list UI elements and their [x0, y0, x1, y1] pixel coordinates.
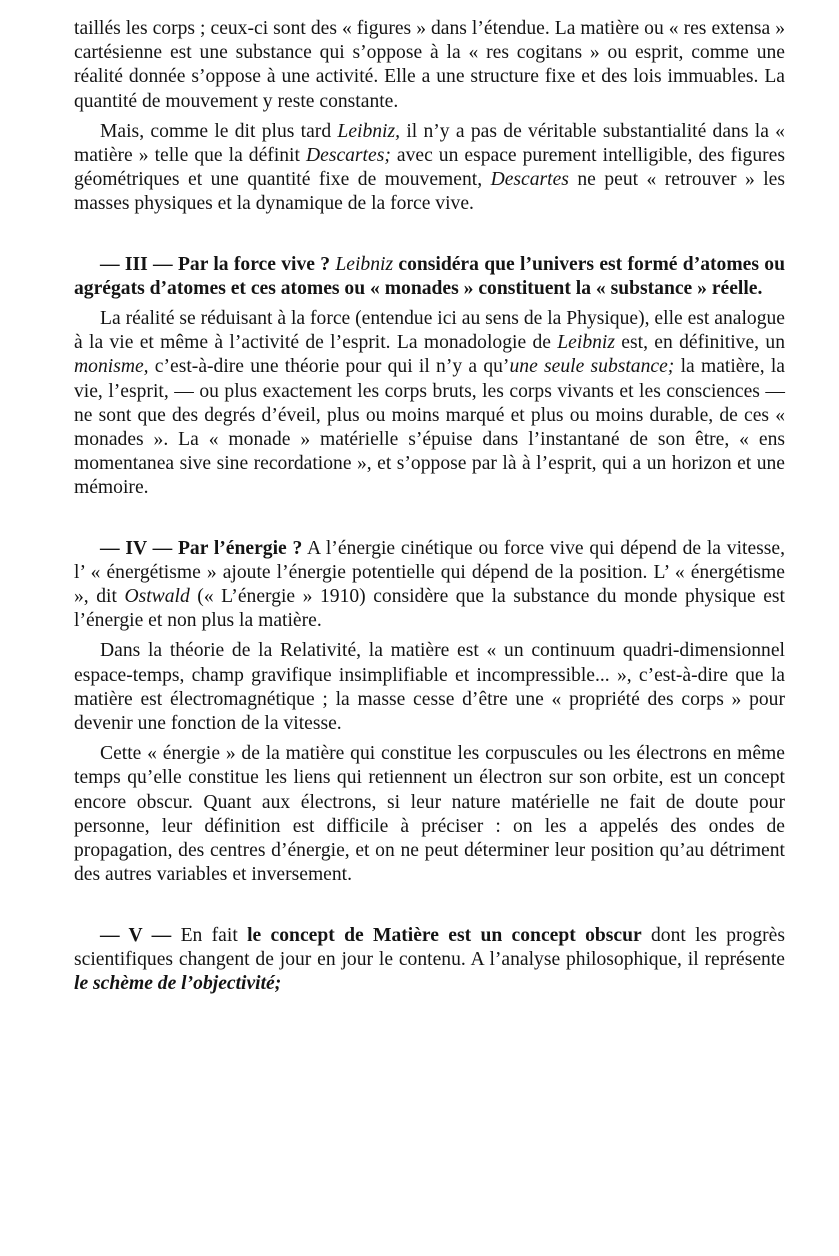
emphasis-descartes: Descartes; [305, 145, 391, 167]
section-iii-force-vive: — III — Par la force vive ? Leibniz considéra que l’univers est formé d’atomes ou agrégats d’atomes et ces atomes ou « monades » constituent la « substance » réelle. [74, 253, 785, 299]
paragraph-leibniz-critique: Mais, comme le dit plus tard Leibniz, il n’y a pas de véritable substantialité dans la « matière » telle que la définit Descartes; avec un espace purement intelligible, des figures géométriques et une quantité fixe de mouvement, Descartes ne peut « retrouver » les masses physiques et la dynamique de la force vive. [74, 120, 785, 215]
emphasis-leibniz-4: Leibniz [557, 332, 615, 354]
emphasis-leibniz: Leibniz, [337, 120, 401, 142]
section-iv-energie: — IV — Par l’énergie ? A l’énergie cinétique ou force vive qui dépend de la vitesse, l’ « énergétisme » ajoute l’énergie potentielle qui dépend de la position. L’ « énergétisme », dit Ostwald (« L’énergie » 1910) considère que la substance du monde physique est l’énergie et non plus la matière. [74, 537, 785, 632]
section-heading-v: — V — [100, 924, 172, 946]
emphasis-ostwald: Ostwald [124, 586, 190, 608]
emphasis-scheme-objectivite: le schème de l’objectivité; [74, 972, 282, 994]
emphasis-seule-substance: une seule substance; [509, 356, 675, 378]
section-heading-iv: — IV — Par l’énergie ? [100, 537, 303, 559]
section-heading-iii: — III — Par la force vive ? [100, 253, 331, 275]
paragraph-electrons: Cette « énergie » de la matière qui constitue les corpuscules ou les électrons en même temps qu’elle constitue les liens qui retiennent un électron sur son orbite, est un concept encore obscur. Quant aux électrons, si leur nature matérielle ne fait de doute pour personne, leur définition est difficile à préciser : on les a appelés des ondes de propagation, des centres d’énergie, et on ne peut déterminer leur position qu’au détriment des autres variables et inversement. [74, 743, 785, 886]
emphasis-concept-obscur: le concept de Matière est un concept obscur [247, 924, 642, 946]
paragraph-relativite: Dans la théorie de la Relativité, la matière est « un continuum quadri-dimensionnel espace-temps, champ gravifique insimplifiable et incompressible... », c’est-à-dire que la matière est électromagnétique ; la masse cesse d’être une « propriété des corps » pour devenir une fonction de la vitesse. [74, 640, 785, 735]
paragraph-descartes-extensa: taillés les corps ; ceux-ci sont des « figures » dans l’étendue. La matière ou « res extensa » cartésienne est une substance qui s’oppose à la « res cogitans » ou esprit, comme une réalité donnée s’oppose à une activité. Elle a une structure fixe et des lois immuables. La quantité de mouvement y reste constante. [74, 18, 785, 112]
emphasis-monisme: monisme, [74, 356, 149, 378]
paragraph-monadologie: La réalité se réduisant à la force (entendue ici au sens de la Physique), elle est analogue à la vie et même à l’activité de l’esprit. La monadologie de Leibniz est, en définitive, un monisme, c’est-à-dire une théorie pour qui il n’y a qu’une seule substance; la matière, la vie, l’esprit, — ou plus exactement les corps bruts, les corps vivants et les consciences — ne sont que des degrés d’éveil, plus ou moins marqué et plus ou moins durable, de ces « monades ». La « monade » matérielle s’épuise dans l’instantané de son être, « ens momentanea sive sine recordatione », et s’oppose par là à l’esprit, qui a un horizon et une mémoire. [74, 308, 785, 499]
section-v-concept-obscur: — V — En fait le concept de Matière est un concept obscur dont les progrès scientifiques changent de jour en jour le contenu. A l’analyse philosophique, il représente le schème de l’objectivité; [74, 924, 785, 994]
emphasis-descartes-2: Descartes [490, 169, 569, 191]
emphasis-leibniz-3: Leibniz [335, 253, 394, 275]
